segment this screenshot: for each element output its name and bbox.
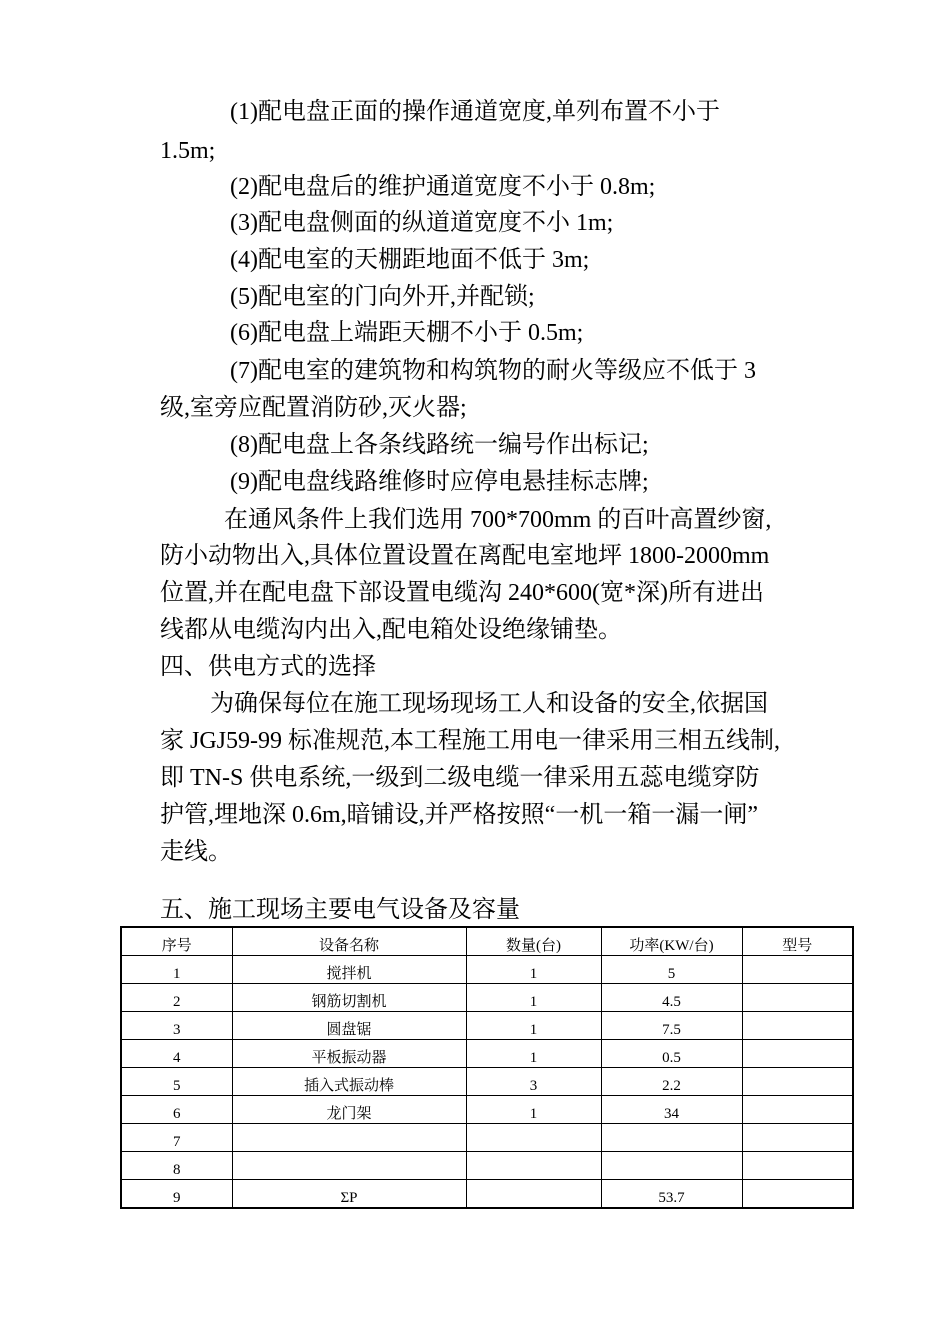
table-cell xyxy=(466,1180,601,1209)
table-cell: 钢筋切割机 xyxy=(232,984,466,1012)
paragraph-line: 走线。 xyxy=(160,839,232,865)
table-cell: 龙门架 xyxy=(232,1096,466,1124)
paragraph-line: 线都从电缆沟内出入,配电箱处设绝缘铺垫。 xyxy=(160,617,622,643)
table-cell: 1 xyxy=(466,1040,601,1068)
table-row xyxy=(121,1068,853,1096)
table-row xyxy=(121,1124,853,1152)
table-cell: 插入式振动棒 xyxy=(232,1068,466,1096)
table-header-row xyxy=(121,927,853,956)
table-cell: 1 xyxy=(121,956,232,984)
table-row xyxy=(121,1012,853,1040)
table-row xyxy=(121,1180,853,1209)
paragraph-line: 在通风条件上我们选用 700*700mm 的百叶高置纱窗, xyxy=(224,507,772,533)
table-cell: 2.2 xyxy=(601,1068,742,1096)
table-row xyxy=(121,1096,853,1124)
paragraph-line: 级,室旁应配置消防砂,灭火器; xyxy=(160,395,467,421)
paragraph-line: 护管,埋地深 0.6m,暗铺设,并严格按照“一机一箱一漏一闸” xyxy=(160,802,758,828)
header-cell: 数量(台) xyxy=(466,927,601,956)
table-cell xyxy=(232,1124,466,1152)
table-cell xyxy=(742,1040,853,1068)
table-row xyxy=(121,1040,853,1068)
table-cell xyxy=(232,1152,466,1180)
table-cell xyxy=(742,956,853,984)
paragraph-line: (2)配电盘后的维护通道宽度不小于 0.8m; xyxy=(230,174,656,200)
paragraph-line: 防小动物出入,具体位置设置在离配电室地坪 1800-2000mm xyxy=(160,543,770,569)
paragraph-line: (4)配电室的天棚距地面不低于 3m; xyxy=(230,247,590,273)
table-cell: 9 xyxy=(121,1180,232,1209)
table-cell: 平板振动器 xyxy=(232,1040,466,1068)
section-heading: 四、供电方式的选择 xyxy=(160,654,376,680)
header-cell: 设备名称 xyxy=(232,927,466,956)
paragraph-line: 位置,并在配电盘下部设置电缆沟 240*600(宽*深)所有进出 xyxy=(160,580,764,606)
table-cell: 3 xyxy=(466,1068,601,1096)
paragraph-line: 即 TN-S 供电系统,一级到二级电缆一律采用五蕊电缆穿防 xyxy=(160,765,760,791)
equipment-table xyxy=(120,926,854,1209)
header-cell: 型号 xyxy=(742,927,853,956)
table-cell: 8 xyxy=(121,1152,232,1180)
table-cell: 4 xyxy=(121,1040,232,1068)
table-row xyxy=(121,1152,853,1180)
paragraph-line: (8)配电盘上各条线路统一编号作出标记; xyxy=(230,432,649,458)
table-cell xyxy=(742,1012,853,1040)
table-cell: 3 xyxy=(121,1012,232,1040)
paragraph-line: (7)配电室的建筑物和构筑物的耐火等级应不低于 3 xyxy=(230,358,756,384)
table-cell: 1 xyxy=(466,1096,601,1124)
paragraph-line: 为确保每位在施工现场现场工人和设备的安全,依据国 xyxy=(210,691,768,717)
table-body xyxy=(121,956,853,1209)
paragraph-line: (3)配电盘侧面的纵道道宽度不小 1m; xyxy=(230,210,614,236)
table-cell xyxy=(601,1152,742,1180)
table-cell xyxy=(466,1124,601,1152)
table-cell xyxy=(742,1180,853,1209)
section-heading: 五、施工现场主要电气设备及容量 xyxy=(160,897,520,923)
table-row xyxy=(121,956,853,984)
table-cell xyxy=(601,1124,742,1152)
table-cell xyxy=(742,1152,853,1180)
table-cell: 53.7 xyxy=(601,1180,742,1209)
table-cell: 1 xyxy=(466,984,601,1012)
table-cell: 1 xyxy=(466,1012,601,1040)
table-cell: ΣP xyxy=(232,1180,466,1209)
header-cell: 功率(KW/台) xyxy=(601,927,742,956)
table-cell: 圆盘锯 xyxy=(232,1012,466,1040)
table-cell xyxy=(742,1096,853,1124)
table-cell: 2 xyxy=(121,984,232,1012)
table-cell: 34 xyxy=(601,1096,742,1124)
paragraph-line: (1)配电盘正面的操作通道宽度,单列布置不小于 xyxy=(230,99,720,125)
table-row xyxy=(121,984,853,1012)
paragraph-line: (5)配电室的门向外开,并配锁; xyxy=(230,284,535,310)
table-cell: 搅拌机 xyxy=(232,956,466,984)
table-cell: 5 xyxy=(601,956,742,984)
paragraph-line: (6)配电盘上端距天棚不小于 0.5m; xyxy=(230,320,584,346)
header-cell: 序号 xyxy=(121,927,232,956)
table-cell xyxy=(742,1124,853,1152)
table-cell: 6 xyxy=(121,1096,232,1124)
table-cell xyxy=(466,1152,601,1180)
paragraph-line: (9)配电盘线路维修时应停电悬挂标志牌; xyxy=(230,469,649,495)
table-cell: 4.5 xyxy=(601,984,742,1012)
table-cell: 5 xyxy=(121,1068,232,1096)
table-cell xyxy=(742,1068,853,1096)
paragraph-line: 家 JGJ59-99 标准规范,本工程施工用电一律采用三相五线制, xyxy=(160,728,781,754)
table-cell: 7 xyxy=(121,1124,232,1152)
table-cell xyxy=(742,984,853,1012)
paragraph-line: 1.5m; xyxy=(160,138,216,164)
table-cell: 7.5 xyxy=(601,1012,742,1040)
table-cell: 0.5 xyxy=(601,1040,742,1068)
table-cell: 1 xyxy=(466,956,601,984)
